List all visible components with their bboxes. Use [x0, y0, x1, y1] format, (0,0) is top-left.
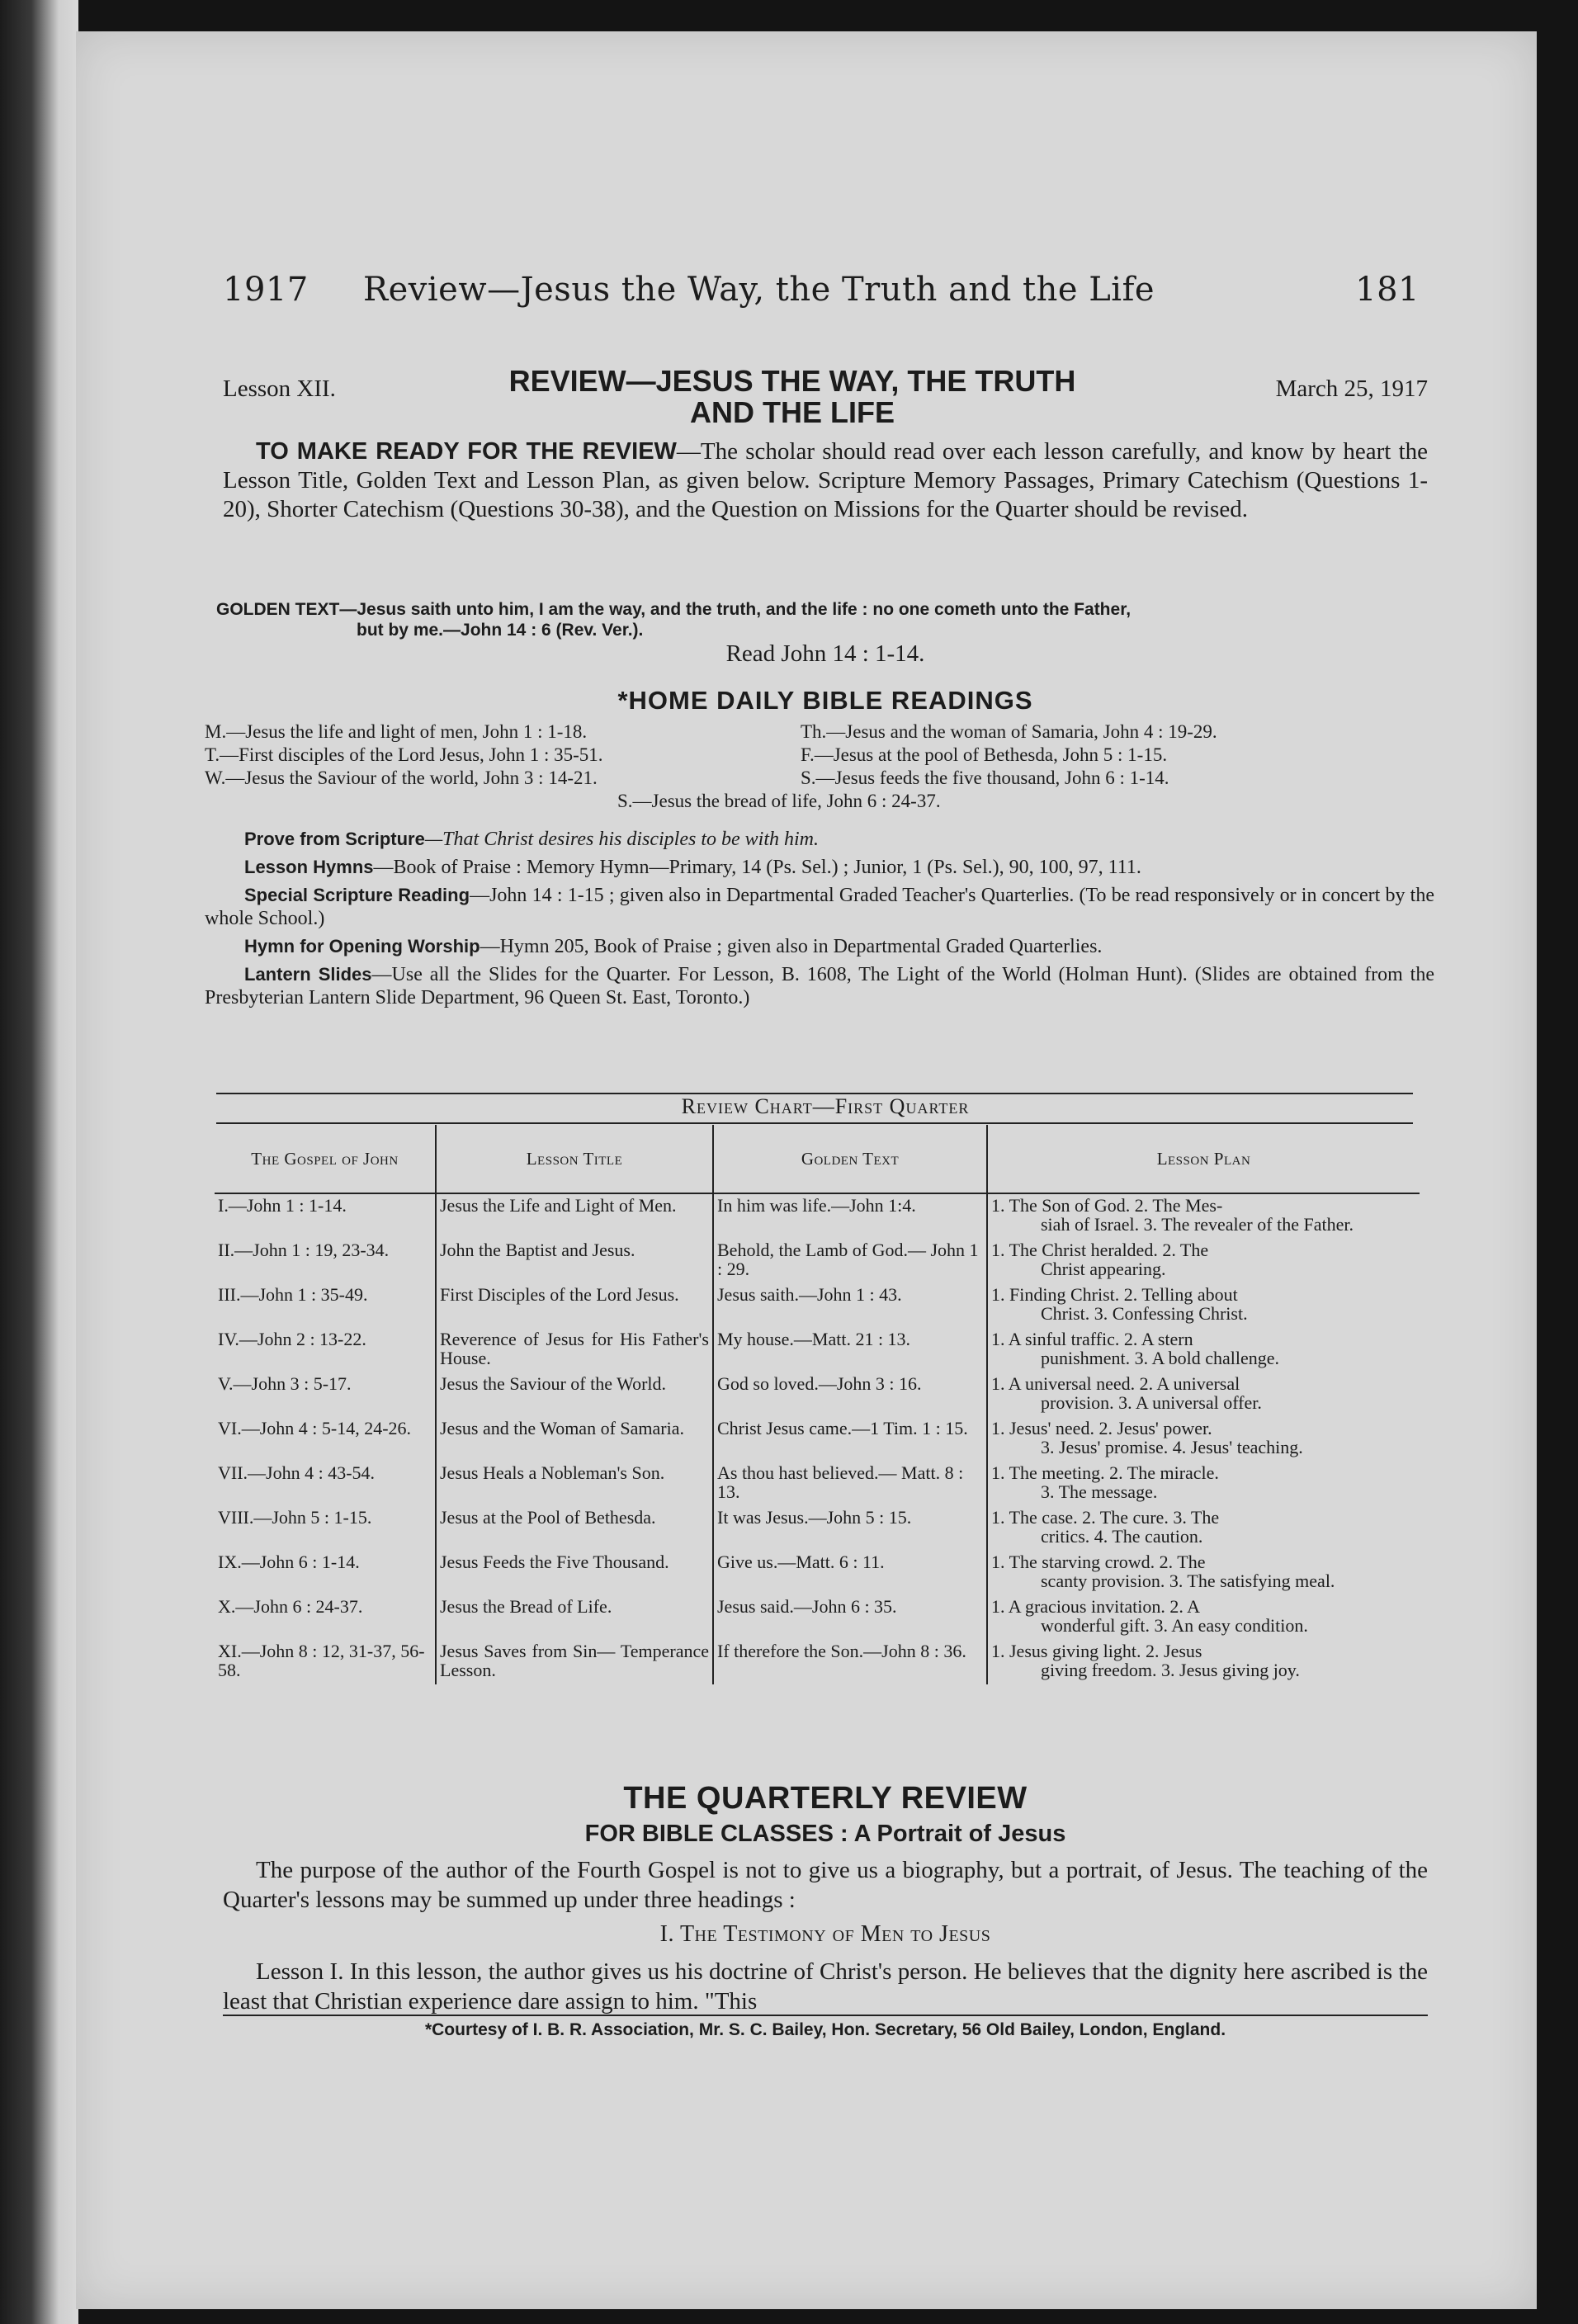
- chart-row: [215, 1417, 1420, 1462]
- plan-continuation: siah of Israel. 3. The revealer of the Father.: [1041, 1214, 1354, 1235]
- quarterly-review-lesson-one: [223, 1957, 1428, 2016]
- special-text: —John 14 : 1-15 ; given also in Departmental Graded Teacher's Quarterlies. (To be read responsively or in concert by the whole School.): [205, 885, 1435, 929]
- chart-cell-lesson-plan: [987, 1239, 1420, 1283]
- plan-first-line: 1. A universal need. 2. A universal: [991, 1373, 1240, 1394]
- reading-saturday: S.—Jesus feeds the five thousand, John 6 : 1-14.: [801, 768, 1169, 788]
- chart-row: [215, 1372, 1420, 1417]
- plan-continuation: giving freedom. 3. Jesus giving joy.: [1041, 1660, 1300, 1680]
- quarterly-review-intro: [223, 1855, 1428, 1915]
- hymns-text: —Book of Praise : Memory Hymn—Primary, 14 (Ps. Sel.) ; Junior, 1 (Ps. Sel.), 90, 100, 97, 111.: [373, 857, 1141, 878]
- chart-cell-lesson-title: Jesus Saves from Sin— Temperance Lesson.: [436, 1640, 713, 1684]
- plan-continuation: provision. 3. A universal offer.: [1041, 1392, 1262, 1413]
- header-lesson-plan: Lesson Plan: [987, 1125, 1420, 1193]
- quarterly-review-subheading: FOR BIBLE CLASSES : A Portrait of Jesus: [584, 1821, 1066, 1847]
- chart-cell-lesson-title: Jesus the Saviour of the World.: [436, 1372, 713, 1417]
- chart-cell-lesson-title: Jesus and the Woman of Samaria.: [436, 1417, 713, 1462]
- reading-thursday: Th.—Jesus and the woman of Samaria, John 4 : 19-29.: [801, 721, 1217, 742]
- chart-cell-lesson-title: Jesus Feeds the Five Thousand.: [436, 1551, 713, 1595]
- plan-first-line: 1. Finding Christ. 2. Telling about: [991, 1284, 1238, 1305]
- review-chart-caption: Review Chart—First Quarter: [681, 1094, 970, 1118]
- plan-first-line: 1. The Son of God. 2. The Mes-: [991, 1195, 1223, 1216]
- chart-cell-lesson-plan: [987, 1372, 1420, 1417]
- prove-label: Prove from Scripture: [244, 829, 425, 849]
- reading-wednesday: W.—Jesus the Saviour of the world, John 3 : 14-21.: [205, 768, 598, 788]
- running-head-year: 1917: [223, 271, 309, 309]
- chart-cell-golden-text: In him was life.—John 1:4.: [713, 1193, 987, 1239]
- lesson-notes: [205, 828, 1434, 1014]
- chart-row: [215, 1551, 1420, 1595]
- chart-cell-golden-text: If therefore the Son.—John 8 : 36.: [713, 1640, 987, 1684]
- plan-continuation: 3. Jesus' promise. 4. Jesus' teaching.: [1041, 1437, 1303, 1457]
- chart-cell-golden-text: Jesus saith.—John 1 : 43.: [713, 1283, 987, 1328]
- chart-row: [215, 1595, 1420, 1640]
- plan-continuation: Christ appearing.: [1041, 1259, 1166, 1279]
- chart-row: [215, 1462, 1420, 1506]
- chart-cell-golden-text: Give us.—Matt. 6 : 11.: [713, 1551, 987, 1595]
- opening-label: Hymn for Opening Worship: [244, 936, 480, 957]
- chart-cell-golden-text: Jesus said.—John 6 : 35.: [713, 1595, 987, 1640]
- chart-cell-golden-text: God so loved.—John 3 : 16.: [713, 1372, 987, 1417]
- chart-cell-lesson-title: John the Baptist and Jesus.: [436, 1239, 713, 1283]
- chart-row: [215, 1239, 1420, 1283]
- lesson-title: [437, 366, 1147, 428]
- reading-sabbath: S.—Jesus the bread of life, John 6 : 24-37.: [617, 791, 941, 811]
- plan-continuation: critics. 4. The caution.: [1041, 1526, 1203, 1547]
- plan-first-line: 1. The starving crowd. 2. The: [991, 1552, 1206, 1572]
- plan-first-line: 1. The case. 2. The cure. 3. The: [991, 1507, 1220, 1528]
- lesson-hymns: [205, 856, 1434, 879]
- plan-continuation: 3. The message.: [1041, 1481, 1158, 1502]
- reading-tuesday: T.—First disciples of the Lord Jesus, John 1 : 35-51.: [205, 744, 603, 765]
- chart-cell-lesson-title: Jesus the Life and Light of Men.: [436, 1193, 713, 1239]
- paragraph: Lesson I. In this lesson, the author gives us his doctrine of Christ's person. He believes that the dignity here ascribed is the least that Christian experience dare assign to him. "This: [223, 1958, 1428, 2015]
- footnote: *Courtesy of I. B. R. Association, Mr. S. C. Bailey, Hon. Secretary, 56 Old Bailey, London, England.: [424, 2020, 1226, 2039]
- chart-cell-reference: I.—John 1 : 1-14.: [218, 1195, 347, 1216]
- plan-first-line: 1. A sinful traffic. 2. A stern: [991, 1329, 1193, 1349]
- section-heading: I. The Testimony of Men to Jesus: [659, 1921, 991, 1947]
- home-readings-list: [205, 720, 1434, 813]
- chart-body: [215, 1193, 1420, 1684]
- reading-monday: M.—Jesus the life and light of men, John 1 : 1-18.: [205, 721, 588, 742]
- running-head: [223, 271, 1428, 328]
- chart-cell-golden-text: Behold, the Lamb of God.— John 1 : 29.: [713, 1239, 987, 1283]
- chart-cell-golden-text: My house.—Matt. 21 : 13.: [713, 1328, 987, 1372]
- chart-row: [215, 1328, 1420, 1372]
- prove-text: —That Christ desires his disciples to be with him.: [424, 829, 819, 850]
- chart-cell-golden-text: As thou hast believed.— Matt. 8 : 13.: [713, 1462, 987, 1506]
- chart-cell-lesson-title: First Disciples of the Lord Jesus.: [436, 1283, 713, 1328]
- plan-continuation: punishment. 3. A bold challenge.: [1041, 1348, 1280, 1368]
- chart-cell-reference: VIII.—John 5 : 1-15.: [218, 1507, 372, 1528]
- plan-first-line: 1. The Christ heralded. 2. The: [991, 1240, 1209, 1260]
- lesson-title-line-2: AND THE LIFE: [690, 395, 895, 429]
- chart-cell-golden-text: Christ Jesus came.—1 Tim. 1 : 15.: [713, 1417, 987, 1462]
- plan-continuation: scanty provision. 3. The satisfying meal.: [1041, 1571, 1335, 1591]
- chart-cell-lesson-plan: [987, 1640, 1420, 1684]
- paragraph: The purpose of the author of the Fourth Gospel is not to give us a biography, but a portrait, of Jesus. The teaching of the Quarter's lessons may be summed up under three headings :: [223, 1857, 1428, 1913]
- chart-cell-lesson-title: Reverence of Jesus for His Father's House.: [436, 1328, 713, 1372]
- chart-cell-reference: X.—John 6 : 24-37.: [218, 1596, 363, 1617]
- chart-cell-lesson-plan: [987, 1283, 1420, 1328]
- lantern-label: Lantern Slides: [244, 964, 372, 985]
- chart-header-rule: [216, 1122, 1413, 1124]
- chart-row: [215, 1640, 1420, 1684]
- page-number: 181: [1355, 271, 1420, 309]
- chart-cell-lesson-plan: [987, 1595, 1420, 1640]
- chart-cell-lesson-title: Jesus Heals a Nobleman's Son.: [436, 1462, 713, 1506]
- footnote-rule: [223, 2015, 1428, 2016]
- prove-from-scripture: [205, 828, 1434, 851]
- chart-cell-lesson-plan: [987, 1551, 1420, 1595]
- home-readings-heading: *HOME DAILY BIBLE READINGS: [617, 686, 1033, 715]
- lesson-date: March 25, 1917: [1275, 376, 1428, 402]
- plan-first-line: 1. Jesus' need. 2. Jesus' power.: [991, 1418, 1212, 1438]
- preparation-lead: TO MAKE READY FOR THE REVIEW: [256, 438, 677, 465]
- lesson-number: Lesson XII.: [223, 376, 336, 402]
- chart-cell-golden-text: It was Jesus.—John 5 : 15.: [713, 1506, 987, 1551]
- opening-worship-hymn: [205, 935, 1434, 958]
- chart-header-row: [215, 1125, 1420, 1193]
- chart-row: [215, 1193, 1420, 1239]
- special-label: Special Scripture Reading: [244, 885, 470, 905]
- review-chart-table: [215, 1125, 1420, 1684]
- lantern-text: —Use all the Slides for the Quarter. For Lesson, B. 1608, The Light of the World (Holman Hunt). (Slides are obtained from the Presbyterian Lantern Slide Department, 96 Queen St. East, Toronto.): [205, 964, 1434, 1008]
- chart-cell-reference: IV.—John 2 : 13-22.: [218, 1329, 366, 1349]
- chart-cell-reference: VII.—John 4 : 43-54.: [218, 1462, 376, 1483]
- reading-friday: F.—Jesus at the pool of Bethesda, John 5 : 1-15.: [801, 744, 1168, 765]
- lesson-title-line-1: REVIEW—JESUS THE WAY, THE TRUTH: [508, 364, 1076, 398]
- golden-text: [216, 599, 1429, 640]
- chart-cell-reference: XI.—John 8 : 12, 31-37, 56-58.: [218, 1641, 425, 1680]
- chart-cell-reference: IX.—John 6 : 1-14.: [218, 1552, 360, 1572]
- chart-cell-lesson-plan: [987, 1328, 1420, 1372]
- golden-text-line-2: but by me.—John 14 : 6 (Rev. Ver.).: [357, 621, 644, 640]
- chart-cell-lesson-plan: [987, 1506, 1420, 1551]
- plan-first-line: 1. The meeting. 2. The miracle.: [991, 1462, 1219, 1483]
- read-passage: Read John 14 : 1-14.: [725, 640, 925, 667]
- preparation-text: —The scholar should read over each lesson carefully, and know by heart the Lesson Title, Golden Text and Lesson Plan, as given below. Scripture Memory Passages, Primary Catechism (Questions 1-20), Shorter Catechism (Questions 30-38), and the Question on Missions for the Quarter should be revised.: [223, 438, 1428, 522]
- lesson-heading: [223, 366, 1428, 440]
- plan-first-line: 1. Jesus giving light. 2. Jesus: [991, 1641, 1202, 1661]
- chart-row: [215, 1506, 1420, 1551]
- review-preparation-paragraph: [223, 437, 1428, 524]
- header-golden-text: Golden Text: [713, 1125, 987, 1193]
- chart-cell-lesson-plan: [987, 1462, 1420, 1506]
- chart-cell-reference: III.—John 1 : 35-49.: [218, 1284, 368, 1305]
- header-gospel: The Gospel of John: [215, 1125, 436, 1193]
- chart-cell-reference: VI.—John 4 : 5-14, 24-26.: [218, 1418, 412, 1438]
- chart-cell-reference: II.—John 1 : 19, 23-34.: [218, 1240, 390, 1260]
- adjacent-page-edge: [0, 0, 78, 2324]
- running-head-title: Review—Jesus the Way, the Truth and the Life: [363, 271, 1155, 309]
- chart-cell-lesson-plan: [987, 1193, 1420, 1239]
- chart-row: [215, 1283, 1420, 1328]
- golden-text-line-1: GOLDEN TEXT—Jesus saith unto him, I am the way, and the truth, and the life : no one cometh unto the Father,: [216, 600, 1132, 619]
- lantern-slides: [205, 963, 1434, 1009]
- plan-first-line: 1. A gracious invitation. 2. A: [991, 1596, 1200, 1617]
- chart-cell-lesson-plan: [987, 1417, 1420, 1462]
- opening-text: —Hymn 205, Book of Praise ; given also in Departmental Graded Quarterlies.: [480, 936, 1103, 957]
- chart-cell-lesson-title: Jesus the Bread of Life.: [436, 1595, 713, 1640]
- chart-cell-lesson-title: Jesus at the Pool of Bethesda.: [436, 1506, 713, 1551]
- book-page: [76, 31, 1537, 2309]
- header-lesson-title: Lesson Title: [436, 1125, 713, 1193]
- hymns-label: Lesson Hymns: [244, 857, 374, 877]
- plan-continuation: Christ. 3. Confessing Christ.: [1041, 1303, 1248, 1324]
- plan-continuation: wonderful gift. 3. An easy condition.: [1041, 1615, 1308, 1636]
- special-scripture-reading: [205, 884, 1434, 930]
- chart-cell-reference: V.—John 3 : 5-17.: [218, 1373, 352, 1394]
- quarterly-review-heading: THE QUARTERLY REVIEW: [623, 1781, 1028, 1816]
